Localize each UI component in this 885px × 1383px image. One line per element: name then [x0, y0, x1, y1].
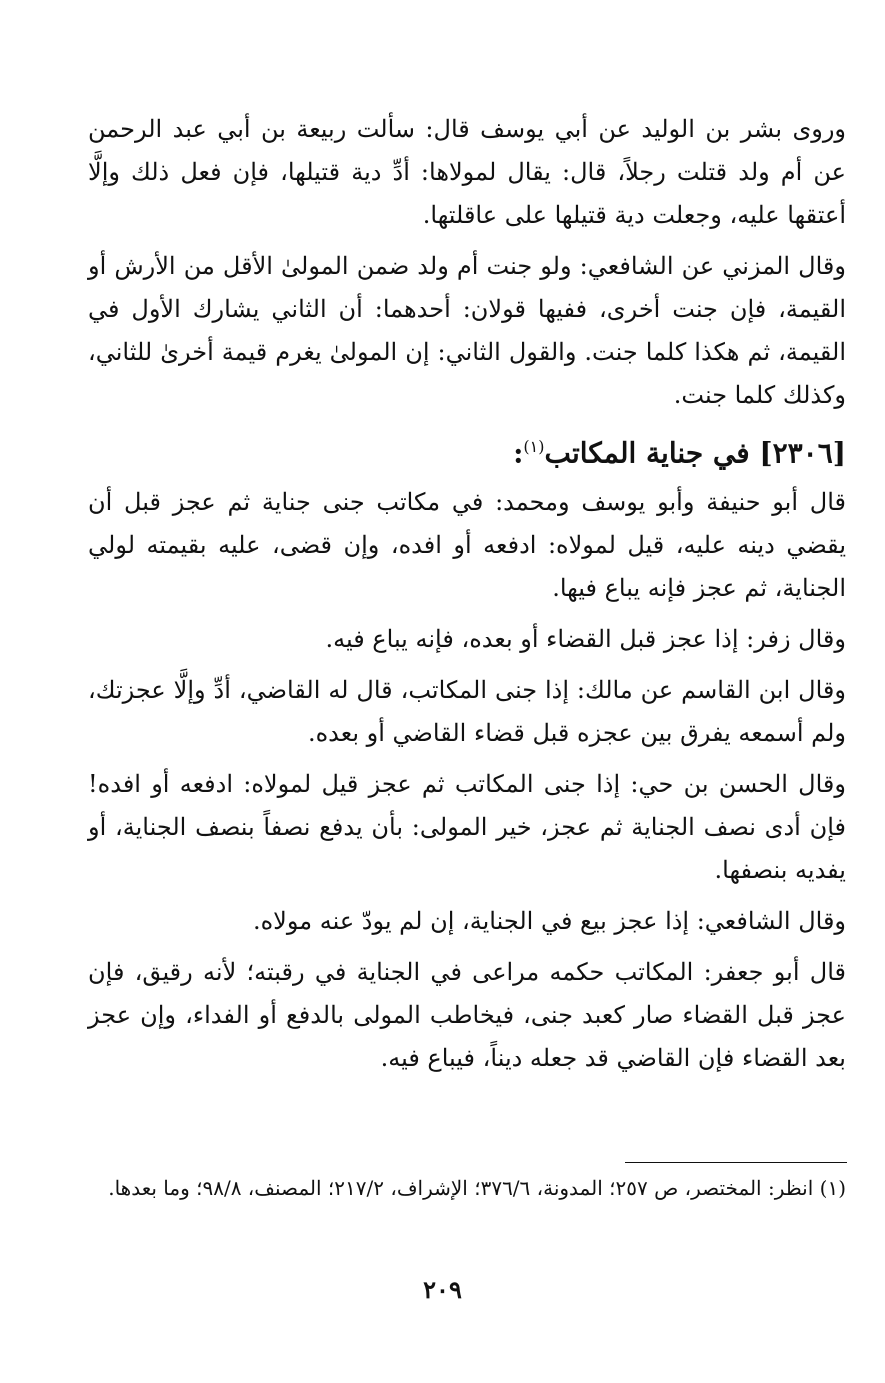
paragraph-abu-jafar: قال أبو جعفر: المكاتب حكمه مراعى في الجناية في رقبته؛ لأنه رقيق، فإن عجز قبل القضاء صار كعبد جنى، فيخاطب المولى بالدفع أو الفداء، وإن عجز بعد القضاء فإن القاضي قد جعله ديناً، فيباع فيه. [88, 958, 846, 1073]
footnote-divider [625, 1162, 847, 1163]
section-number: [٢٣٠٦] [759, 436, 846, 470]
page-body [88, 108, 846, 1088]
paragraph-zufar: وقال زفر: إذا عجز قبل القضاء أو بعده، فإنه يباع فيه. [325, 625, 846, 654]
paragraph-muzani: وقال المزني عن الشافعي: ولو جنت أم ولد ضمن المولىٰ الأقل من الأرش أو القيمة، فإن جنت أخرى، ففيها قولان: أحدهما: أن الثاني يشارك الأول في القيمة، ثم هكذا كلما جنت. والقول الثاني: إن المولىٰ يغرم قيمة أخرىٰ للثاني، وكذلك كلما جنت. [88, 252, 846, 409]
paragraph-rabia: وروى بشر بن الوليد عن أبي يوسف قال: سألت ربيعة بن أبي عبد الرحمن عن أم ولد قتلت رجلاً، قال: يقال لمولاها: أدِّ دية قتيلها، فإن فعل ذلك وإلَّا أعتقها عليه، وجعلت دية قتيلها على عاقلتها. [88, 115, 846, 229]
section-title: في جناية المكاتب [544, 436, 750, 470]
page-number: ٢٠٩ [423, 1275, 462, 1304]
section-heading [88, 425, 846, 475]
footnote-reference[interactable]: (١) [523, 437, 545, 456]
paragraph-hasan-ibn-hayy: وقال الحسن بن حي: إذا جنى المكاتب ثم عجز قيل لمولاه: ادفعه أو افده! فإن أدى نصف الجناية ثم عجز، خير المولى: بأن يدفع نصفاً بنصف الجناية، أو يفديه بنصفها. [88, 770, 846, 885]
paragraph-shafii: وقال الشافعي: إذا عجز بيع في الجناية، إن لم يودّ عنه مولاه. [252, 907, 846, 936]
paragraph-abu-hanifa: قال أبو حنيفة وأبو يوسف ومحمد: في مكاتب جنى جناية ثم عجز قبل أن يقضي دينه عليه، قيل لمولاه: ادفعه أو افده، وإن قضى، عليه بقيمته لولي الجناية، ثم عجز فإنه يباع فيها. [88, 488, 846, 603]
footnote: (١) انظر: المختصر، ص ٢٥٧؛ المدونة، ٣٧٦/٦؛ الإشراف، ٢١٧/٢؛ المصنف، ٩٨/٨؛ وما بعدها. [108, 1176, 846, 1200]
paragraph-ibn-qasim: وقال ابن القاسم عن مالك: إذا جنى المكاتب، قال له القاضي، أدِّ وإلَّا عجزتك، ولم أسمعه يفرق بين عجزه قبل قضاء القاضي أو بعده. [88, 676, 846, 748]
heading-colon: : [513, 436, 524, 470]
